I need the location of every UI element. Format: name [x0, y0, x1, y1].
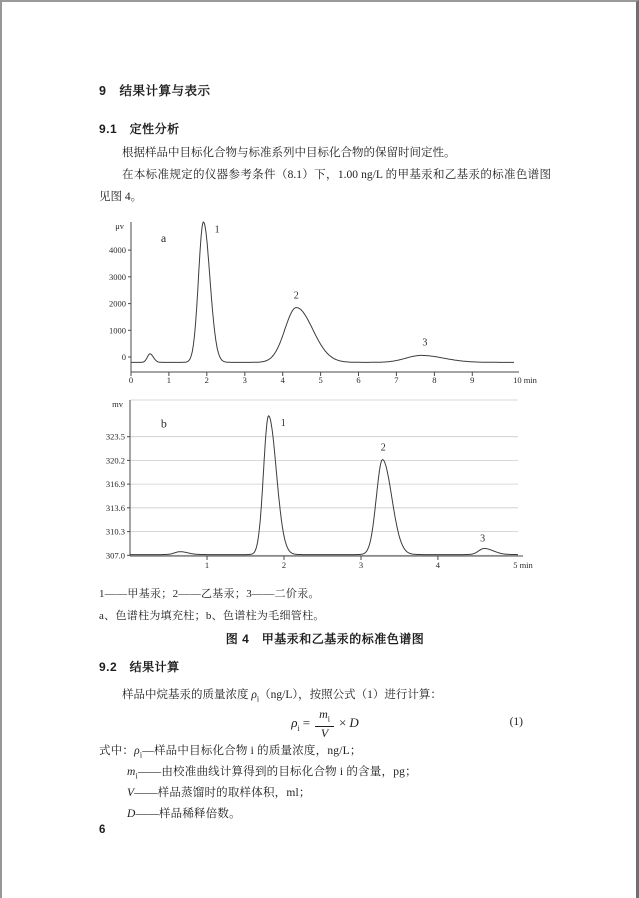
- page-number: 6: [99, 824, 106, 836]
- svg-text:3000: 3000: [109, 271, 126, 282]
- svg-text:0: 0: [128, 375, 134, 385]
- svg-text:1: 1: [280, 417, 286, 429]
- svg-text:1: 1: [214, 224, 220, 236]
- svg-text:3: 3: [422, 337, 428, 349]
- def-rho-text: 样品中目标化合物 i 的质量浓度，ng/L；: [153, 745, 362, 757]
- definition-rho: [99, 742, 362, 759]
- section-heading-9-1: 9.1 定性分析: [99, 122, 180, 136]
- svg-text:323.5: 323.5: [105, 431, 125, 442]
- def-rho-symbol: ρ: [134, 745, 140, 757]
- paragraph-qualitative-2: 在本标准规定的仪器参考条件（8.1）下，1.00 ng/L 的甲基汞和乙基汞的标准色谱图见图 4。: [99, 169, 551, 203]
- svg-text:1: 1: [166, 375, 172, 385]
- definition-lead: 式中：: [99, 745, 135, 757]
- times-sign: ×: [339, 715, 347, 731]
- fraction: [315, 708, 334, 740]
- chromatogram-capillary-column: [90, 394, 556, 580]
- d-symbol: D: [349, 715, 359, 731]
- svg-text:3: 3: [480, 533, 486, 545]
- svg-text:4: 4: [280, 375, 285, 385]
- svg-text:1: 1: [204, 560, 210, 570]
- m-symbol: m: [319, 707, 328, 721]
- def-rho-subscript: i: [139, 750, 143, 760]
- figure-legend-columns: a、色谱柱为填充柱；b、色谱柱为毛细管柱。: [99, 610, 325, 622]
- paragraph-qualitative-1: 根据样品中目标化合物与标准系列中目标化合物的保留时间定性。: [122, 147, 456, 159]
- definition-m: [127, 763, 417, 780]
- section-heading-9-2: 9.2 结果计算: [99, 660, 180, 674]
- svg-text:310.3: 310.3: [105, 526, 125, 537]
- equation-1: [99, 704, 551, 742]
- def-v-dash: ——: [134, 787, 158, 799]
- def-d-text: 样品稀释倍数。: [158, 808, 241, 820]
- definition-d: [127, 805, 241, 821]
- svg-text:μv: μv: [115, 221, 124, 231]
- section-heading-9: 9 结果计算与表示: [99, 84, 211, 98]
- svg-text:0: 0: [121, 352, 126, 362]
- figure-legend-peaks: 1——甲基汞；2——乙基汞；3——二价汞。: [99, 588, 320, 600]
- svg-text:316.9: 316.9: [105, 479, 125, 490]
- svg-text:7: 7: [394, 375, 399, 385]
- equation-body: [99, 708, 551, 740]
- def-m-dash: ——: [137, 766, 162, 778]
- svg-text:2: 2: [380, 442, 386, 454]
- svg-text:3: 3: [358, 560, 364, 570]
- calc-text-prefix: 样品中烷基汞的质量浓度: [122, 689, 252, 701]
- def-d-dash: ——: [135, 808, 159, 820]
- svg-text:2000: 2000: [109, 298, 126, 309]
- svg-text:4000: 4000: [109, 245, 126, 256]
- m-subscript: i: [327, 714, 330, 724]
- svg-text:3: 3: [242, 375, 247, 385]
- rho-subscript: i: [297, 723, 300, 733]
- rho-symbol: ρ: [291, 715, 298, 731]
- svg-text:a: a: [160, 231, 167, 246]
- def-v-text: 样品蒸馏时的取样体积，ml；: [157, 787, 311, 799]
- svg-text:320.2: 320.2: [105, 455, 125, 466]
- svg-text:2: 2: [204, 375, 209, 385]
- def-v-symbol: V: [127, 787, 135, 799]
- rho-subscript-inline: i: [256, 694, 260, 704]
- svg-text:9: 9: [470, 375, 475, 385]
- fraction-denominator: [321, 727, 328, 740]
- svg-text:1000: 1000: [109, 325, 126, 336]
- svg-text:4: 4: [435, 560, 441, 570]
- paragraph-calculation: [99, 686, 559, 703]
- svg-text:5 min: 5 min: [513, 560, 533, 570]
- svg-text:10 min: 10 min: [513, 375, 537, 385]
- definition-v: [127, 784, 311, 800]
- svg-text:313.6: 313.6: [105, 502, 125, 513]
- calc-text-suffix: （ng/L），按照公式（1）进行计算：: [259, 689, 442, 701]
- def-rho-dash: —: [142, 745, 154, 757]
- svg-text:2: 2: [281, 560, 287, 570]
- fraction-numerator: [315, 708, 334, 727]
- svg-text:5: 5: [318, 375, 323, 385]
- svg-text:8: 8: [432, 375, 437, 385]
- svg-text:b: b: [160, 416, 167, 431]
- figure-caption: 图 4 甲基汞和乙基汞的标准色谱图: [225, 632, 425, 646]
- def-m-subscript: i: [135, 771, 138, 781]
- def-m-text: 由校准曲线计算得到的目标化合物 i 的含量，pg；: [161, 766, 417, 778]
- svg-text:2: 2: [293, 290, 299, 302]
- equals-sign: =: [302, 715, 311, 731]
- def-d-symbol: D: [127, 808, 136, 820]
- v-symbol: V: [320, 726, 329, 741]
- equation-number: (1): [509, 716, 523, 728]
- chromatogram-packed-column: [90, 204, 556, 394]
- svg-text:mv: mv: [112, 399, 123, 409]
- svg-text:307.0: 307.0: [105, 550, 125, 561]
- body-paragraphs: [99, 142, 551, 208]
- def-m-symbol: m: [127, 766, 136, 778]
- rho-symbol-inline: ρ: [251, 689, 257, 701]
- svg-text:6: 6: [356, 375, 361, 385]
